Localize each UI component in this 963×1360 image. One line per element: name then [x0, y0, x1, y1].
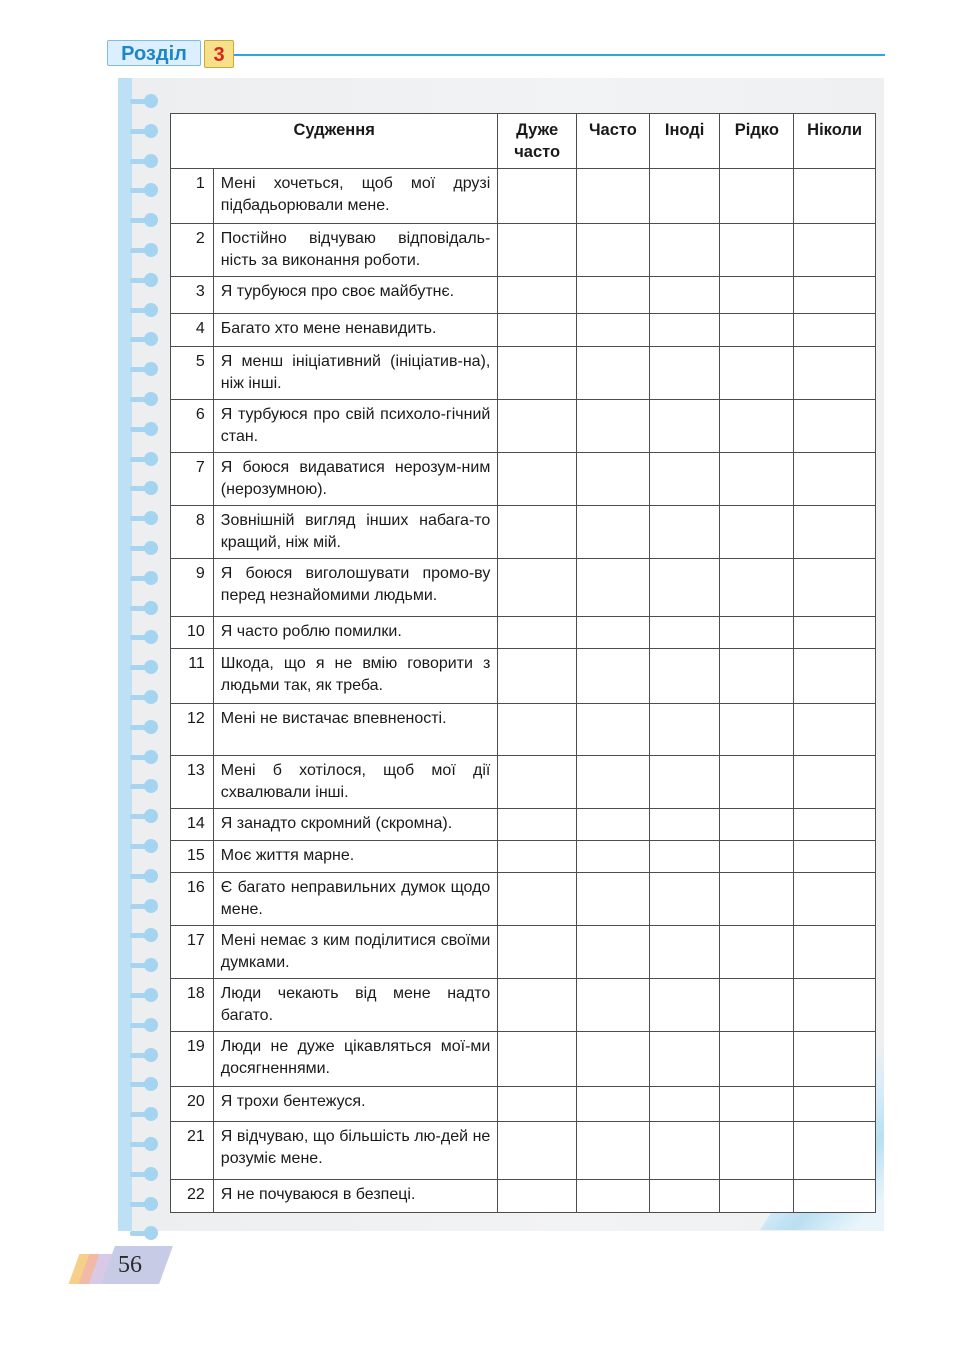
statement-text: Шкода, що я не вмію говорити з людьми так, як треба. — [213, 649, 498, 704]
answer-cell-sometimes[interactable] — [649, 979, 720, 1032]
row-number: 18 — [171, 979, 214, 1032]
answer-cell-often[interactable] — [576, 277, 649, 314]
spiral-ring — [130, 958, 160, 972]
row-number: 7 — [171, 453, 214, 506]
answer-cell-rarely[interactable] — [720, 1180, 794, 1213]
answer-cell-sometimes[interactable] — [649, 1180, 720, 1213]
answer-cell-sometimes[interactable] — [649, 559, 720, 617]
table-row — [171, 506, 876, 559]
answer-cell-sometimes[interactable] — [649, 314, 720, 347]
statement-text: Я трохи бентежуся. — [213, 1087, 498, 1122]
spiral-ring — [130, 779, 160, 793]
spiral-ring — [130, 362, 160, 376]
spiral-ring — [130, 183, 160, 197]
answer-cell-rarely[interactable] — [720, 314, 794, 347]
answer-cell-sometimes[interactable] — [649, 926, 720, 979]
answer-cell-very-often[interactable] — [498, 873, 577, 926]
spiral-ring — [130, 422, 160, 436]
row-number: 9 — [171, 559, 214, 617]
answer-cell-often[interactable] — [576, 1122, 649, 1180]
spiral-ring — [130, 899, 160, 913]
answer-cell-rarely[interactable] — [720, 1032, 794, 1087]
table-row — [171, 453, 876, 506]
table-row — [171, 979, 876, 1032]
answer-cell-rarely[interactable] — [720, 559, 794, 617]
spiral-ring — [130, 541, 160, 555]
page-number: 56 — [118, 1252, 142, 1278]
answer-cell-often[interactable] — [576, 1087, 649, 1122]
spiral-ring — [130, 571, 160, 585]
answer-cell-sometimes[interactable] — [649, 224, 720, 277]
answer-cell-very-often[interactable] — [498, 704, 577, 756]
statement-text: Я часто роблю помилки. — [213, 617, 498, 649]
row-number: 21 — [171, 1122, 214, 1180]
statement-text: Постійно відчуваю відповідаль-ність за виконання роботи. — [213, 224, 498, 277]
statement-text: Я не почуваюся в безпеці. — [213, 1180, 498, 1213]
column-header-rarely: Рідко — [720, 114, 794, 169]
answer-cell-sometimes[interactable] — [649, 453, 720, 506]
answer-cell-rarely[interactable] — [720, 453, 794, 506]
statement-text: Багато хто мене ненавидить. — [213, 314, 498, 347]
answer-cell-never[interactable] — [794, 400, 876, 453]
answer-cell-very-often[interactable] — [498, 1180, 577, 1213]
statement-text: Зовнішній вигляд інших набага-то кращий, ніж мій. — [213, 506, 498, 559]
answer-cell-often[interactable] — [576, 704, 649, 756]
answer-cell-very-often[interactable] — [498, 559, 577, 617]
answer-cell-very-often[interactable] — [498, 506, 577, 559]
answer-cell-very-often[interactable] — [498, 314, 577, 347]
answer-cell-rarely[interactable] — [720, 649, 794, 704]
answer-cell-very-often[interactable] — [498, 1087, 577, 1122]
spiral-ring — [130, 1077, 160, 1091]
spiral-ring — [130, 481, 160, 495]
row-number: 13 — [171, 756, 214, 809]
answer-cell-sometimes[interactable] — [649, 1087, 720, 1122]
answer-cell-never[interactable] — [794, 1032, 876, 1087]
spiral-ring — [130, 273, 160, 287]
answer-cell-often[interactable] — [576, 347, 649, 400]
spiral-ring — [130, 750, 160, 764]
answer-cell-never[interactable] — [794, 277, 876, 314]
spiral-ring — [130, 1226, 160, 1240]
statement-text: Я менш ініціативний (ініціатив-на), ніж інші. — [213, 347, 498, 400]
table-row — [171, 1032, 876, 1087]
answer-cell-never[interactable] — [794, 1122, 876, 1180]
answer-cell-never[interactable] — [794, 506, 876, 559]
row-number: 8 — [171, 506, 214, 559]
row-number: 15 — [171, 841, 214, 873]
answer-cell-often[interactable] — [576, 926, 649, 979]
table-row — [171, 756, 876, 809]
statement-text: Люди не дуже цікавляться мої-ми досягненнями. — [213, 1032, 498, 1087]
table-row — [171, 1180, 876, 1213]
row-number: 14 — [171, 809, 214, 841]
spiral-ring — [130, 1107, 160, 1121]
answer-cell-sometimes[interactable] — [649, 617, 720, 649]
table-row — [171, 314, 876, 347]
row-number: 10 — [171, 617, 214, 649]
row-number: 5 — [171, 347, 214, 400]
answer-cell-rarely[interactable] — [720, 756, 794, 809]
answer-cell-often[interactable] — [576, 979, 649, 1032]
answer-cell-rarely[interactable] — [720, 841, 794, 873]
answer-cell-never[interactable] — [794, 1087, 876, 1122]
table-row — [171, 617, 876, 649]
row-number: 11 — [171, 649, 214, 704]
table-row — [171, 277, 876, 314]
answer-cell-rarely[interactable] — [720, 809, 794, 841]
answer-cell-never[interactable] — [794, 347, 876, 400]
column-header-sometimes: Іноді — [649, 114, 720, 169]
answer-cell-rarely[interactable] — [720, 169, 794, 224]
answer-cell-sometimes[interactable] — [649, 277, 720, 314]
answer-cell-sometimes[interactable] — [649, 1032, 720, 1087]
table-row — [171, 400, 876, 453]
answer-cell-often[interactable] — [576, 224, 649, 277]
spiral-ring — [130, 839, 160, 853]
spiral-ring — [130, 869, 160, 883]
row-number: 17 — [171, 926, 214, 979]
spiral-ring — [130, 660, 160, 674]
spiral-ring — [130, 1197, 160, 1211]
answer-cell-never[interactable] — [794, 617, 876, 649]
spiral-ring — [130, 452, 160, 466]
column-header-never: Ніколи — [794, 114, 876, 169]
spiral-ring — [130, 809, 160, 823]
statement-text: Я турбуюся про свій психоло-гічний стан. — [213, 400, 498, 453]
statement-text: Я відчуваю, що більшість лю-дей не розуміє мене. — [213, 1122, 498, 1180]
table-row — [171, 926, 876, 979]
table-row — [171, 347, 876, 400]
answer-cell-very-often[interactable] — [498, 277, 577, 314]
answer-cell-sometimes[interactable] — [649, 873, 720, 926]
row-number: 22 — [171, 1180, 214, 1213]
answer-cell-very-often[interactable] — [498, 649, 577, 704]
statement-text: Мені хочеться, щоб мої друзі підбадьорювали мене. — [213, 169, 498, 224]
table-row — [171, 1087, 876, 1122]
answer-cell-sometimes[interactable] — [649, 809, 720, 841]
answer-cell-often[interactable] — [576, 1032, 649, 1087]
table-row — [171, 169, 876, 224]
answer-cell-never[interactable] — [794, 314, 876, 347]
answer-cell-often[interactable] — [576, 617, 649, 649]
answer-cell-often[interactable] — [576, 559, 649, 617]
answer-cell-often[interactable] — [576, 314, 649, 347]
answer-cell-sometimes[interactable] — [649, 649, 720, 704]
spiral-ring — [130, 124, 160, 138]
answer-cell-never[interactable] — [794, 873, 876, 926]
table-row — [171, 224, 876, 277]
spiral-ring — [130, 392, 160, 406]
spiral-ring — [130, 243, 160, 257]
section-number: 3 — [204, 40, 234, 68]
statement-text: Моє життя марне. — [213, 841, 498, 873]
statement-text: Люди чекають від мене надто багато. — [213, 979, 498, 1032]
column-header-statement: Судження — [171, 114, 498, 169]
section-label: Розділ — [107, 40, 201, 66]
row-number: 1 — [171, 169, 214, 224]
answer-cell-rarely[interactable] — [720, 979, 794, 1032]
answer-cell-sometimes[interactable] — [649, 347, 720, 400]
answer-cell-rarely[interactable] — [720, 400, 794, 453]
answer-cell-very-often[interactable] — [498, 400, 577, 453]
row-number: 19 — [171, 1032, 214, 1087]
statement-text: Я боюся видаватися нерозум-ним (нерозумною). — [213, 453, 498, 506]
answer-cell-sometimes[interactable] — [649, 841, 720, 873]
spiral-ring — [130, 154, 160, 168]
answer-cell-never[interactable] — [794, 224, 876, 277]
answer-cell-very-often[interactable] — [498, 347, 577, 400]
answer-cell-sometimes[interactable] — [649, 169, 720, 224]
spiral-ring — [130, 988, 160, 1002]
spiral-ring — [130, 511, 160, 525]
statement-text: Мені не вистачає впевненості. — [213, 704, 498, 756]
row-number: 2 — [171, 224, 214, 277]
row-number: 12 — [171, 704, 214, 756]
table-row — [171, 1122, 876, 1180]
answer-cell-never[interactable] — [794, 841, 876, 873]
answer-cell-sometimes[interactable] — [649, 400, 720, 453]
table-row — [171, 809, 876, 841]
header-rule — [234, 54, 885, 56]
answer-cell-often[interactable] — [576, 809, 649, 841]
answer-cell-rarely[interactable] — [720, 347, 794, 400]
answer-cell-often[interactable] — [576, 506, 649, 559]
answer-cell-very-often[interactable] — [498, 756, 577, 809]
answer-cell-rarely[interactable] — [720, 224, 794, 277]
answer-cell-never[interactable] — [794, 926, 876, 979]
answer-cell-never[interactable] — [794, 1180, 876, 1213]
answer-cell-never[interactable] — [794, 979, 876, 1032]
answer-cell-sometimes[interactable] — [649, 1122, 720, 1180]
table-row — [171, 704, 876, 756]
answer-cell-often[interactable] — [576, 873, 649, 926]
answer-cell-very-often[interactable] — [498, 169, 577, 224]
answer-cell-never[interactable] — [794, 169, 876, 224]
column-header-often: Часто — [576, 114, 649, 169]
row-number: 16 — [171, 873, 214, 926]
statement-text: Я турбуюся про своє майбутнє. — [213, 277, 498, 314]
answer-cell-never[interactable] — [794, 756, 876, 809]
answer-cell-rarely[interactable] — [720, 617, 794, 649]
answer-cell-very-often[interactable] — [498, 841, 577, 873]
spiral-ring — [130, 1048, 160, 1062]
answer-cell-very-often[interactable] — [498, 453, 577, 506]
table-row — [171, 841, 876, 873]
row-number: 20 — [171, 1087, 214, 1122]
answer-cell-very-often[interactable] — [498, 979, 577, 1032]
row-number: 3 — [171, 277, 214, 314]
answer-cell-often[interactable] — [576, 649, 649, 704]
answer-cell-very-often[interactable] — [498, 1122, 577, 1180]
answer-cell-rarely[interactable] — [720, 277, 794, 314]
answer-cell-never[interactable] — [794, 559, 876, 617]
spiral-ring — [130, 303, 160, 317]
table-row — [171, 559, 876, 617]
answer-cell-often[interactable] — [576, 756, 649, 809]
spiral-ring — [130, 1137, 160, 1151]
answer-cell-often[interactable] — [576, 400, 649, 453]
answer-cell-sometimes[interactable] — [649, 704, 720, 756]
answer-cell-sometimes[interactable] — [649, 506, 720, 559]
answer-cell-rarely[interactable] — [720, 1087, 794, 1122]
answer-cell-very-often[interactable] — [498, 809, 577, 841]
answer-cell-rarely[interactable] — [720, 873, 794, 926]
spiral-ring — [130, 928, 160, 942]
statement-text: Я боюся виголошувати промо-ву перед незнайомими людьми. — [213, 559, 498, 617]
answer-cell-never[interactable] — [794, 704, 876, 756]
answer-cell-very-often[interactable] — [498, 1032, 577, 1087]
column-header-very-often: Дуже часто — [498, 114, 577, 169]
statement-text: Мені б хотілося, щоб мої дії схвалювали інші. — [213, 756, 498, 809]
answer-cell-often[interactable] — [576, 841, 649, 873]
spiral-ring — [130, 630, 160, 644]
answer-cell-often[interactable] — [576, 1180, 649, 1213]
section-header — [107, 40, 885, 70]
answer-cell-never[interactable] — [794, 649, 876, 704]
spiral-ring — [130, 601, 160, 615]
survey-table — [170, 113, 876, 1213]
answer-cell-rarely[interactable] — [720, 926, 794, 979]
spiral-ring — [130, 332, 160, 346]
spiral-ring — [130, 690, 160, 704]
spiral-ring — [130, 94, 160, 108]
spiral-ring — [130, 1018, 160, 1032]
answer-cell-sometimes[interactable] — [649, 756, 720, 809]
answer-cell-never[interactable] — [794, 453, 876, 506]
spiral-ring — [130, 213, 160, 227]
answer-cell-often[interactable] — [576, 169, 649, 224]
statement-text: Є багато неправильних думок щодо мене. — [213, 873, 498, 926]
table-row — [171, 873, 876, 926]
answer-cell-very-often[interactable] — [498, 617, 577, 649]
answer-cell-very-often[interactable] — [498, 926, 577, 979]
answer-cell-rarely[interactable] — [720, 506, 794, 559]
row-number: 4 — [171, 314, 214, 347]
statement-text: Я занадто скромний (скромна). — [213, 809, 498, 841]
answer-cell-often[interactable] — [576, 453, 649, 506]
answer-cell-rarely[interactable] — [720, 1122, 794, 1180]
answer-cell-very-often[interactable] — [498, 224, 577, 277]
statement-text: Мені немає з ким поділитися своїми думками. — [213, 926, 498, 979]
table-row — [171, 649, 876, 704]
spiral-ring — [130, 1167, 160, 1181]
row-number: 6 — [171, 400, 214, 453]
answer-cell-rarely[interactable] — [720, 704, 794, 756]
table-header-row — [171, 114, 876, 169]
spiral-ring — [130, 720, 160, 734]
answer-cell-never[interactable] — [794, 809, 876, 841]
